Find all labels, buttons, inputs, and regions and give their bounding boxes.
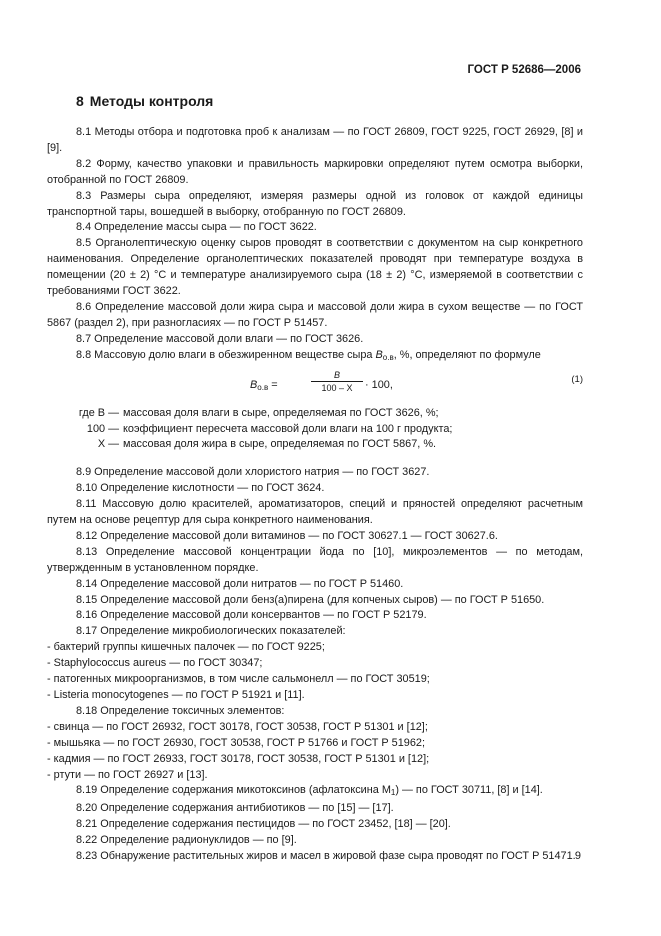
where-row-x <box>47 437 583 453</box>
formula-rhs: · 100, <box>365 378 393 391</box>
paragraph-8-14: 8.14 Определение массовой доли нитратов — по ГОСТ Р 51460. <box>76 577 404 590</box>
paragraph-8-17: 8.17 Определение микробиологических показателей: <box>76 625 346 638</box>
paragraph-8-8: 8.8 Массовую долю влаги в обезжиренном веществе сыра $В_{о.в}$, %, определяют по формуле <box>76 348 541 362</box>
equation-number: (1) <box>571 373 583 385</box>
paragraph-8-13: 8.13 Определение массовой концентрации йода по [10], микроэлементов — по методам, утвержденным в установленном порядке. <box>47 545 583 574</box>
formula-1 <box>47 366 583 406</box>
paragraph-8-23: 8.23 Обнаружение растительных жиров и масел в жировой фазе сыра проводят по ГОСТ Р 51471. <box>76 850 576 863</box>
paragraph-8-2: 8.2 Форму, качество упаковки и правильность маркировки определяют путем осмотра выборки, отобранной по ГОСТ 26809. <box>47 157 583 186</box>
where-text: коэффициент пересчета массовой доли влаги на 100 г продукта; <box>123 422 453 435</box>
list-item: - кадмия — по ГОСТ 26933, ГОСТ 30178, ГОСТ 30538, ГОСТ Р 51301 и [12]; <box>47 752 430 765</box>
paragraph-8-12: 8.12 Определение массовой доли витаминов — по ГОСТ 30627.1 — ГОСТ 30627.6. <box>76 529 498 542</box>
list-item: - ртути — по ГОСТ 26927 и [13]. <box>47 768 208 781</box>
document-header: ГОСТ Р 52686—2006 <box>467 64 581 76</box>
paragraph-8-15: 8.15 Определение массовой доли бенз(а)пирена (для копченых сыров) — по ГОСТ Р 51650. <box>76 593 545 606</box>
paragraph-8-10: 8.10 Определение кислотности — по ГОСТ 3624. <box>76 482 325 495</box>
paragraph-8-6: 8.6 Определение массовой доли жира сыра и массовой доли жира в сухом веществе — по ГОСТ 5867 (раздел 2), при разногласиях — по ГОСТ Р 51457. <box>47 300 583 329</box>
where-label: Х — <box>97 438 119 451</box>
paragraph-8-7: 8.7 Определение массовой доли влаги — по ГОСТ 3626. <box>76 332 364 345</box>
paragraph-8-20: 8.20 Определение содержания антибиотиков — по [15] — [17]. <box>76 802 394 815</box>
where-row-100 <box>47 422 583 438</box>
section-number: 8 <box>76 93 84 109</box>
paragraph-8-21: 8.21 Определение содержания пестицидов — по ГОСТ 23452, [18] — [20]. <box>76 818 451 831</box>
list-item: - бактерий группы кишечных палочек — по ГОСТ 9225; <box>47 641 325 654</box>
list-item: - мышьяка — по ГОСТ 26930, ГОСТ 30538, ГОСТ Р 51766 и ГОСТ Р 51962; <box>47 736 425 749</box>
paragraph-8-19: 8.19 Определение содержания микотоксинов (афлатоксина $М_1$) — по ГОСТ 30711, [8] и [14]. <box>76 784 543 798</box>
list-item: - Listeria monocytogenes — по ГОСТ Р 51921 и [11]. <box>47 689 305 701</box>
paragraph-8-16: 8.16 Определение массовой доли консервантов — по ГОСТ Р 52179. <box>76 609 427 622</box>
where-label: где В — <box>78 406 119 419</box>
paragraph-8-22: 8.22 Определение радионуклидов — по [9]. <box>76 834 297 847</box>
list-item: - Staphylococcus aureus — по ГОСТ 30347; <box>47 657 263 670</box>
paragraph-8-4: 8.4 Определение массы сыра — по ГОСТ 3622. <box>76 221 317 234</box>
formula-fraction <box>311 370 363 393</box>
paragraph-8-18: 8.18 Определение токсичных элементов: <box>76 704 285 717</box>
section-heading <box>76 93 213 109</box>
where-text: массовая доля влаги в сыре, определяемая по ГОСТ 3626, %; <box>123 406 439 419</box>
list-item: - патогенных микроорганизмов, в том числе сальмонелл — по ГОСТ 30519; <box>47 673 430 686</box>
list-item: - свинца — по ГОСТ 26932, ГОСТ 30178, ГОСТ 30538, ГОСТ Р 51301 и [12]; <box>47 720 428 733</box>
paragraph-8-5: 8.5 Органолептическую оценку сыров проводят в соответствии с документом на сыр конкретного наименования. Определение органолептических показателей проводят при температуре воздуха в помещении (20 ± 2) °С и температуре анализируемого сыра (18 ± 2) °С, измеряемой в соответствии с требованиями ГОСТ 3622. <box>47 237 583 298</box>
formula-numerator: В <box>311 370 363 382</box>
formula-lhs: $В_{о.в}$ = <box>250 378 278 392</box>
page-number: 9 <box>574 850 581 862</box>
paragraph-8-3: 8.3 Размеры сыра определяют, измеряя размеры одной из головок от каждой единицы транспортной тары, вошедшей в выборку, отобранную по ГОСТ 26809. <box>47 189 583 218</box>
paragraph-8-9: 8.9 Определение массовой доли хлористого натрия — по ГОСТ 3627. <box>76 466 430 479</box>
where-row-b <box>47 406 583 422</box>
formula-denominator: 100 – Х <box>321 382 353 393</box>
where-label: 100 — <box>86 422 119 435</box>
where-text: массовая доля жира в сыре, определяемая по ГОСТ 5867, %. <box>123 438 437 451</box>
section-body <box>47 125 583 865</box>
paragraph-8-11: 8.11 Массовую долю красителей, ароматизаторов, специй и пряностей определяют расчетным путем на основе рецептур для сыра конкретного наименования. <box>47 498 583 527</box>
section-title: Методы контроля <box>89 93 214 109</box>
paragraph-8-1: 8.1 Методы отбора и подготовка проб к анализам — по ГОСТ 26809, ГОСТ 9225, ГОСТ 26929, [8] и [9]. <box>47 126 583 154</box>
